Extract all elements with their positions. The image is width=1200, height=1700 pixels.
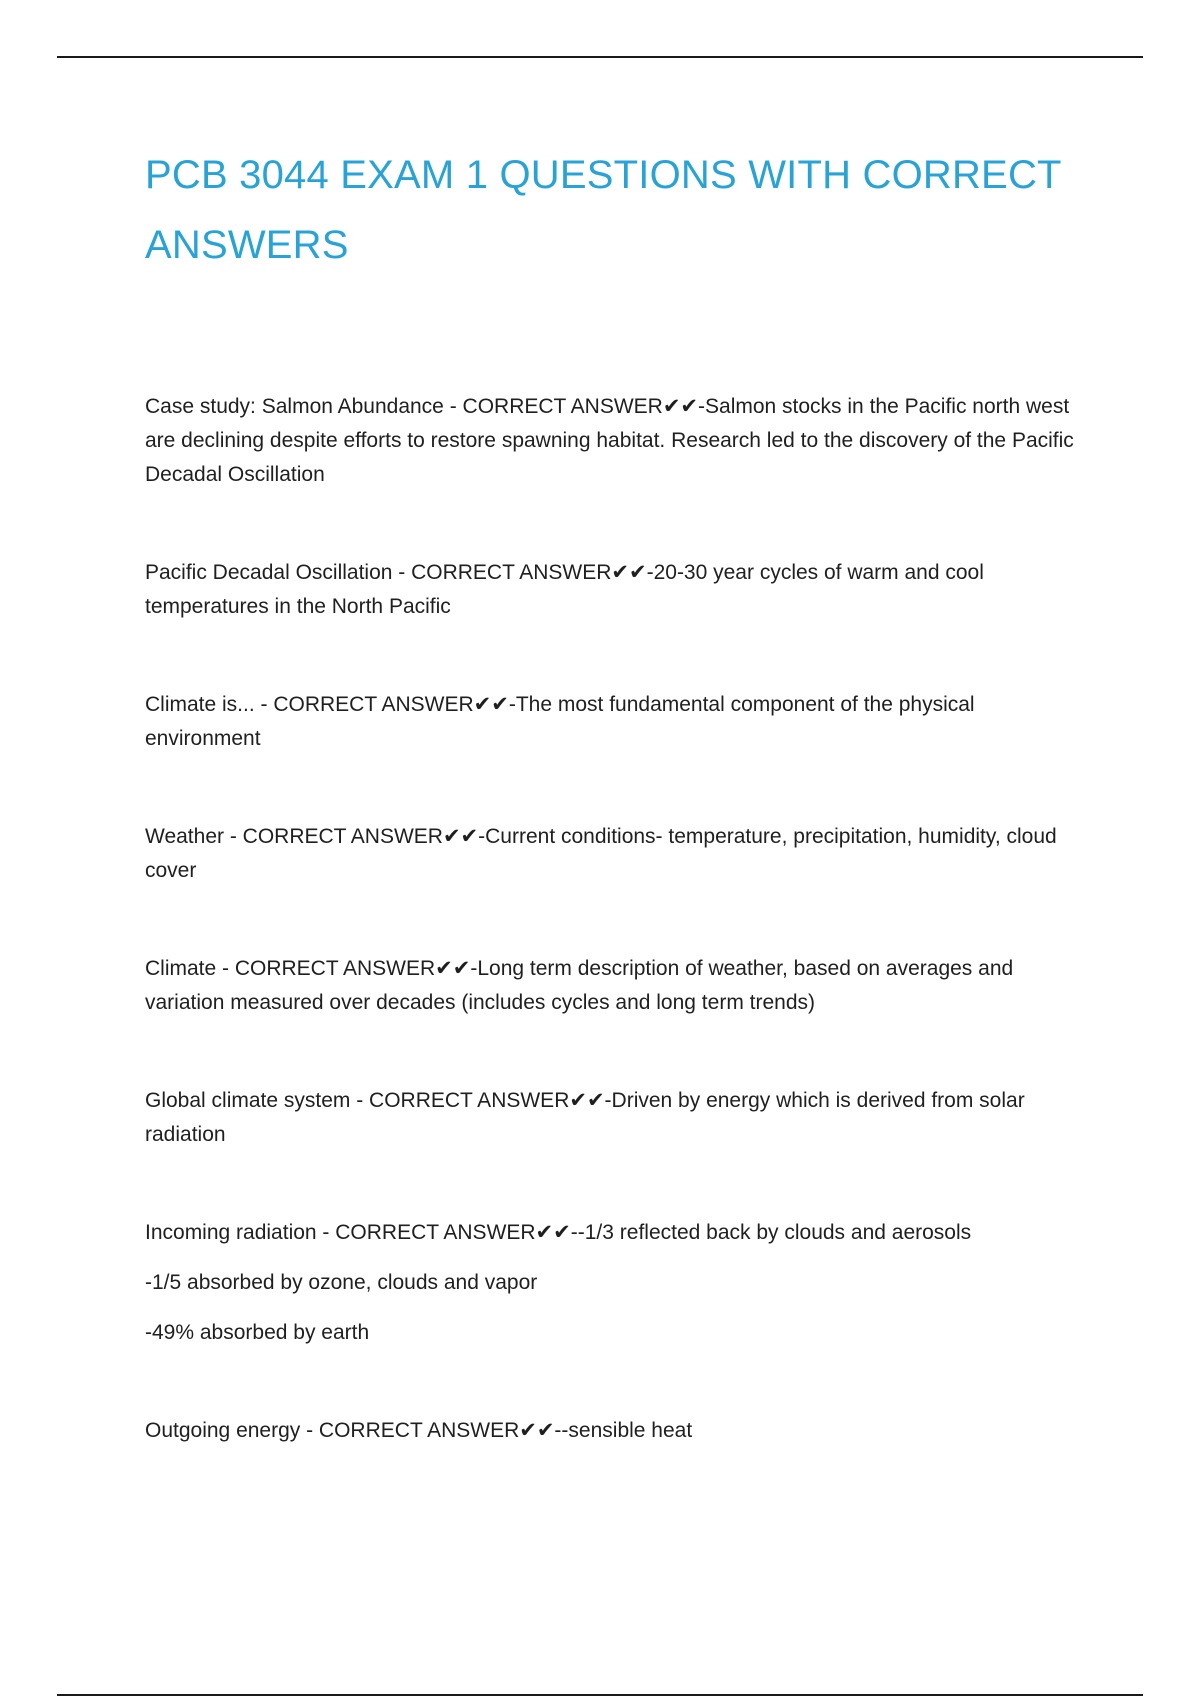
top-rule (57, 56, 1143, 58)
qa-text: Case study: Salmon Abundance - CORRECT ANSWER✔✔-Salmon stocks in the Pacific north west are declining despite efforts to restore spawning habitat. Research led to the discovery of the Pacific Decadal Oscillation (145, 395, 1074, 486)
qa-entry (145, 556, 1075, 624)
qa-text: Global climate system - CORRECT ANSWER✔✔-Driven by energy which is derived from solar radiation (145, 1089, 1025, 1146)
qa-entry (145, 688, 1075, 756)
qa-text: Climate - CORRECT ANSWER✔✔-Long term description of weather, based on averages and variation measured over decades (includes cycles and long term trends) (145, 957, 1014, 1014)
qa-text: Outgoing energy - CORRECT ANSWER✔✔--sensible heat (145, 1419, 693, 1442)
qa-list (145, 390, 1075, 1448)
qa-entry (145, 952, 1075, 1020)
qa-text: Climate is... - CORRECT ANSWER✔✔-The most fundamental component of the physical environment (145, 693, 975, 750)
document-title: PCB 3044 EXAM 1 QUESTIONS WITH CORRECT ANSWERS (145, 153, 1061, 267)
qa-entry (145, 1216, 1075, 1350)
qa-text-continuation: -1/5 absorbed by ozone, clouds and vapor (145, 1271, 538, 1294)
qa-text: Pacific Decadal Oscillation - CORRECT ANSWER✔✔-20-30 year cycles of warm and cool temperatures in the North Pacific (145, 561, 984, 618)
qa-entry (145, 820, 1075, 888)
qa-entry (145, 1084, 1075, 1152)
bottom-rule (57, 1694, 1143, 1696)
qa-text-continuation: -49% absorbed by earth (145, 1321, 370, 1344)
qa-entry (145, 390, 1075, 492)
qa-text: Weather - CORRECT ANSWER✔✔-Current conditions- temperature, precipitation, humidity, cloud cover (145, 825, 1057, 882)
qa-entry (145, 1414, 1075, 1448)
document-body (145, 140, 1075, 1512)
qa-text: Incoming radiation - CORRECT ANSWER✔✔--1/3 reflected back by clouds and aerosols (145, 1221, 972, 1244)
